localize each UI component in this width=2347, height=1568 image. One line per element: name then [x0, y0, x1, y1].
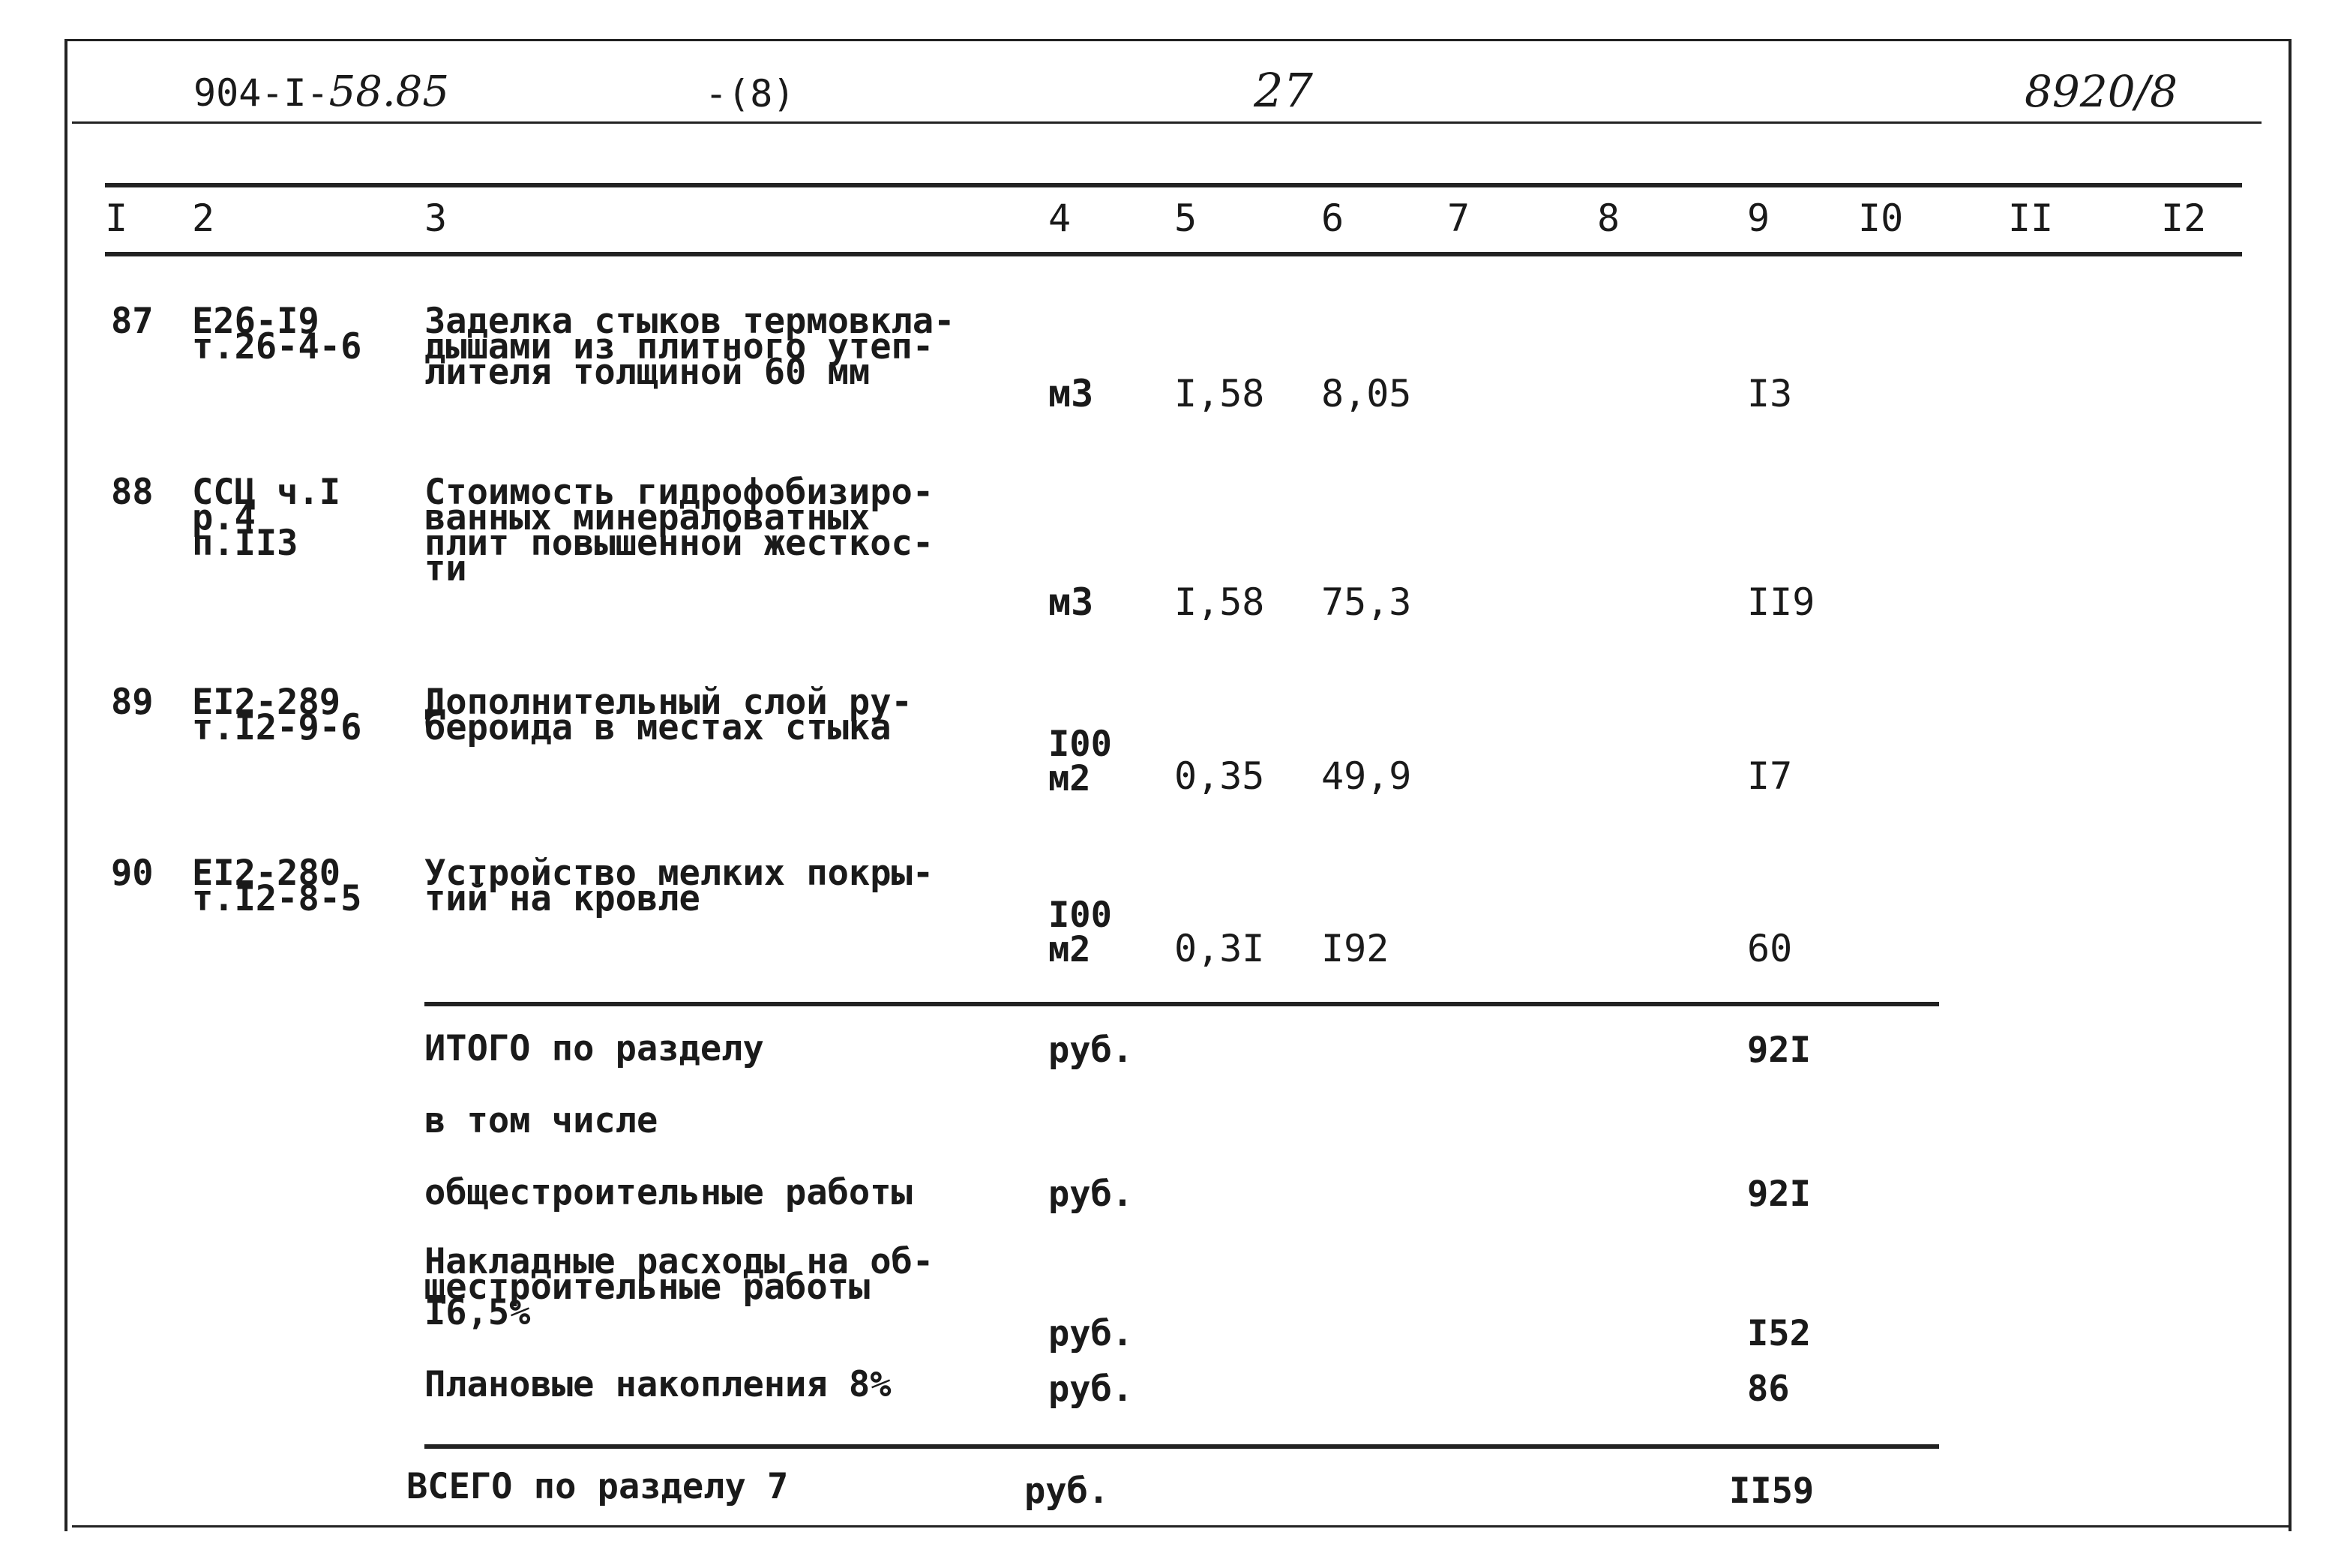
document-part: -(8): [705, 72, 796, 115]
norm-code: ЕI2-280 т.I2-8-5: [192, 853, 362, 919]
unit: I00 м2: [1048, 895, 1112, 970]
quantity: I,58: [1174, 580, 1265, 624]
column-header-10: I0: [1858, 196, 1904, 240]
table-top-rule: [105, 183, 2242, 187]
unit-price: 75,3: [1321, 580, 1412, 624]
grand-total-value: II59: [1729, 1471, 1815, 1512]
unit: I00 м2: [1048, 724, 1112, 799]
quantity: 0,35: [1174, 754, 1265, 798]
unit-price: I92: [1321, 927, 1389, 970]
grand-total-rule: [424, 1444, 1939, 1449]
row-number: 89: [111, 682, 154, 723]
column-header-7: 7: [1447, 196, 1470, 240]
work-description: Стоимость гидрофобизиро- ванных минераловатных плит повышенной жесткос- ти: [424, 472, 934, 589]
unit-price: 8,05: [1321, 372, 1412, 415]
column-header-9: 9: [1747, 196, 1770, 240]
total-cost: I7: [1747, 754, 1793, 798]
summary-unit: руб.: [1048, 1313, 1134, 1354]
summary-unit: руб.: [1048, 1369, 1134, 1410]
unit: м3: [1048, 372, 1094, 415]
work-description: Заделка стыков термовкла- дышами из плитного утеп- лителя толщиной 60 мм: [424, 301, 955, 393]
grand-total-unit: руб.: [1024, 1471, 1110, 1512]
column-header-8: 8: [1597, 196, 1620, 240]
norm-code: ЕI2-289 т.I2-9-6: [192, 682, 362, 748]
frame-right-border: [2289, 39, 2292, 1531]
total-cost: I3: [1747, 372, 1793, 415]
summary-total: 86: [1747, 1369, 1790, 1410]
document-code: [193, 67, 449, 116]
summary-label: в том числе: [424, 1100, 658, 1141]
header-divider: [72, 121, 2262, 124]
norm-code: ССЦ ч.I р.4 п.II3: [192, 472, 341, 564]
summary-total: 92I: [1747, 1174, 1811, 1215]
summary-label: ИТОГО по разделу: [424, 1028, 764, 1069]
quantity: 0,3I: [1174, 927, 1265, 970]
total-cost: II9: [1747, 580, 1815, 624]
summary-unit: руб.: [1048, 1174, 1134, 1215]
total-cost: 60: [1747, 927, 1793, 970]
summary-top-rule: [424, 1002, 1939, 1006]
archive-number: 8920/8: [2025, 66, 2178, 117]
column-header-6: 6: [1321, 196, 1344, 240]
column-header-4: 4: [1048, 196, 1072, 240]
document-code-handwritten: 58.85: [328, 67, 449, 116]
summary-label: Накладные расходы на об- щестроительные работы I6,5%: [424, 1241, 934, 1333]
grand-total-label: ВСЕГО по разделу 7: [406, 1466, 789, 1507]
table-header-rule: [105, 252, 2242, 256]
frame-bottom-border: [72, 1525, 2292, 1528]
work-description: Дополнительный слой ру- бероида в местах стыка: [424, 682, 913, 748]
row-number: 87: [111, 301, 154, 342]
row-number: 88: [111, 472, 154, 513]
document-code-prefix: 904-I-: [193, 71, 329, 115]
column-header-12: I2: [2161, 196, 2207, 240]
page-number: 27: [1254, 63, 1313, 118]
summary-label: Плановые накопления 8%: [424, 1364, 892, 1405]
frame-left-border: [64, 39, 67, 1531]
column-header-2: 2: [192, 196, 215, 240]
summary-unit: руб.: [1048, 1030, 1134, 1071]
summary-total: 92I: [1747, 1030, 1811, 1071]
row-number: 90: [111, 853, 154, 894]
frame-top-border: [64, 39, 2292, 41]
column-header-5: 5: [1174, 196, 1197, 240]
summary-label: общестроительные работы: [424, 1172, 913, 1213]
quantity: I,58: [1174, 372, 1265, 415]
column-header-1: I: [105, 196, 128, 240]
column-header-3: 3: [424, 196, 448, 240]
summary-total: I52: [1747, 1313, 1811, 1354]
unit: м3: [1048, 580, 1094, 624]
work-description: Устройство мелких покры- тий на кровле: [424, 853, 934, 919]
norm-code: Е26-I9 т.26-4-6: [192, 301, 362, 367]
unit-price: 49,9: [1321, 754, 1412, 798]
column-header-11: II: [2008, 196, 2054, 240]
